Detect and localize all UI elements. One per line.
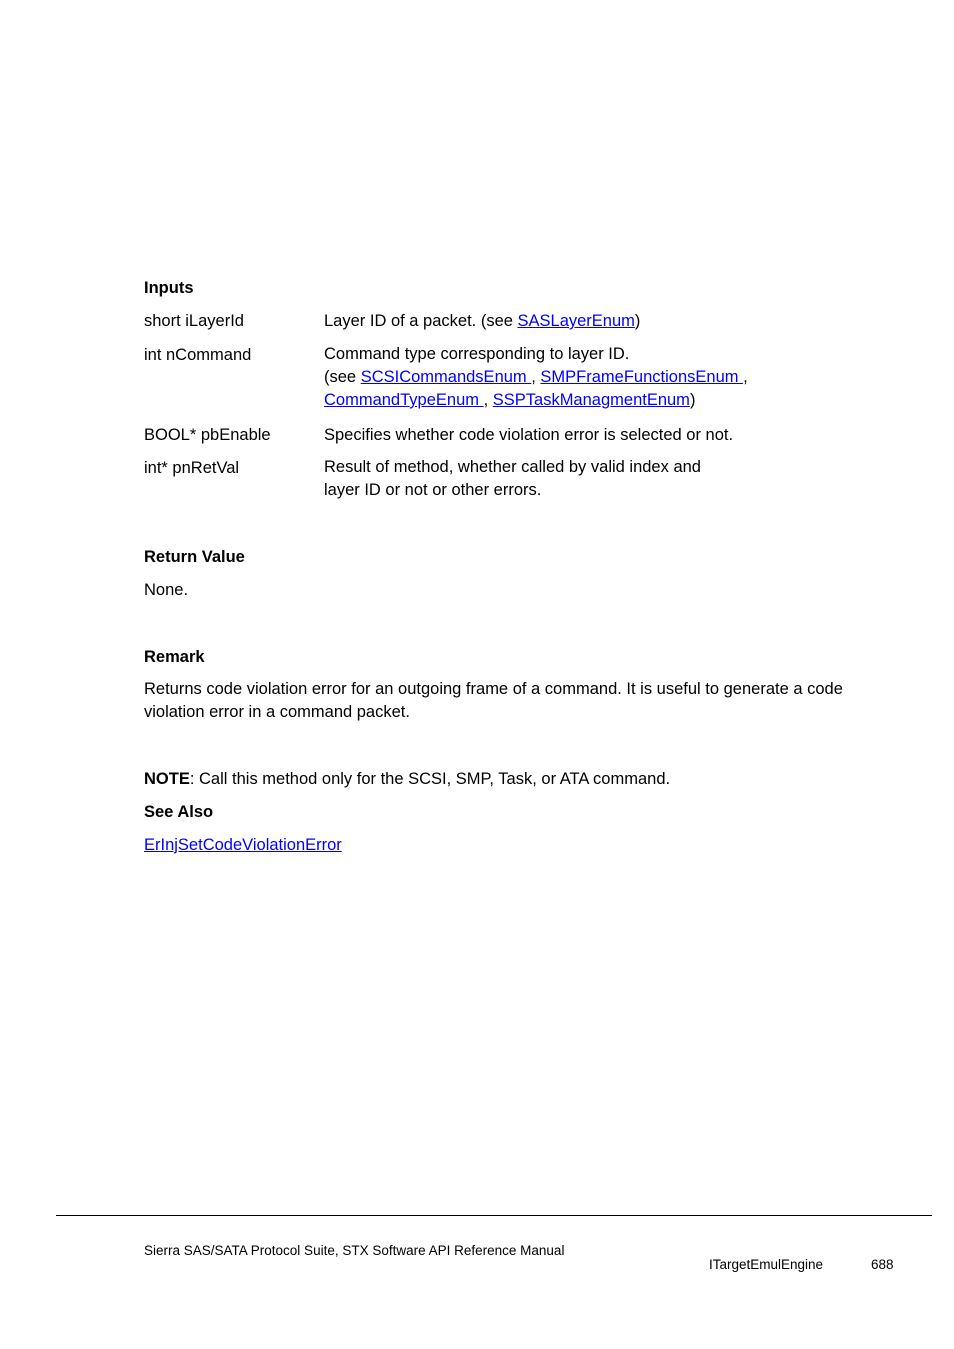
param-desc-suffix: ) xyxy=(634,312,641,330)
saslayerenum-link[interactable]: SASLayerEnum xyxy=(517,312,635,330)
param-desc-pbenable: Specifies whether code violation error is selected or not. xyxy=(324,426,734,444)
see-also-heading: See Also xyxy=(144,803,214,821)
param-desc-line1: Command type corresponding to layer ID. xyxy=(324,345,630,363)
footer-divider xyxy=(56,1215,932,1216)
scsicommandsenum-link[interactable]: SCSICommandsEnum xyxy=(360,368,532,386)
param-desc-pnretval xyxy=(324,456,701,502)
separator: , xyxy=(483,391,493,409)
remark-heading: Remark xyxy=(144,648,205,666)
footer-section-name: ITargetEmulEngine xyxy=(709,1257,824,1272)
param-desc-text: Layer ID of a packet. (see xyxy=(324,312,518,330)
erinjsetcodeviolationerror-link[interactable]: ErInjSetCodeViolationError xyxy=(144,836,342,854)
remark-line1: Returns code violation error for an outgoing frame of a command. It is useful to generate a code xyxy=(144,680,843,698)
see-also-item xyxy=(144,836,342,855)
param-name-ncommand: int nCommand xyxy=(144,346,252,364)
param-name-pnretval: int* pnRetVal xyxy=(144,459,240,477)
note-paragraph xyxy=(144,770,670,789)
note-text: : Call this method only for the SCSI, SMP, Task, or ATA command. xyxy=(189,770,671,788)
close-paren: ) xyxy=(689,391,696,409)
see-prefix: (see xyxy=(324,368,361,386)
param-desc-ilayerid xyxy=(324,312,640,331)
param-name-pbenable: BOOL* pbEnable xyxy=(144,426,271,444)
param-desc-ncommand xyxy=(324,343,748,412)
param-desc-line2: layer ID or not or other errors. xyxy=(324,481,542,499)
param-desc-line2 xyxy=(324,366,748,389)
footer-manual-title: Sierra SAS/SATA Protocol Suite, STX Software API Reference Manual xyxy=(144,1243,565,1258)
commandtypeenum-link[interactable]: CommandTypeEnum xyxy=(324,391,484,409)
note-label: NOTE xyxy=(144,770,190,788)
separator: , xyxy=(743,368,748,386)
smpframefunctionsenum-link[interactable]: SMPFrameFunctionsEnum xyxy=(540,368,744,386)
param-desc-line1: Result of method, whether called by valid index and xyxy=(324,458,701,476)
separator: , xyxy=(531,368,541,386)
param-name-ilayerid: short iLayerId xyxy=(144,312,244,330)
remark-text xyxy=(144,678,843,724)
return-value-heading: Return Value xyxy=(144,548,245,566)
ssptaskmanagmentenum-link[interactable]: SSPTaskManagmentEnum xyxy=(492,391,690,409)
remark-line2: violation error in a command packet. xyxy=(144,703,410,721)
footer-page-number: 688 xyxy=(871,1257,894,1272)
param-desc-line3 xyxy=(324,389,748,412)
inputs-heading: Inputs xyxy=(144,279,194,297)
return-value-text: None. xyxy=(144,581,189,599)
